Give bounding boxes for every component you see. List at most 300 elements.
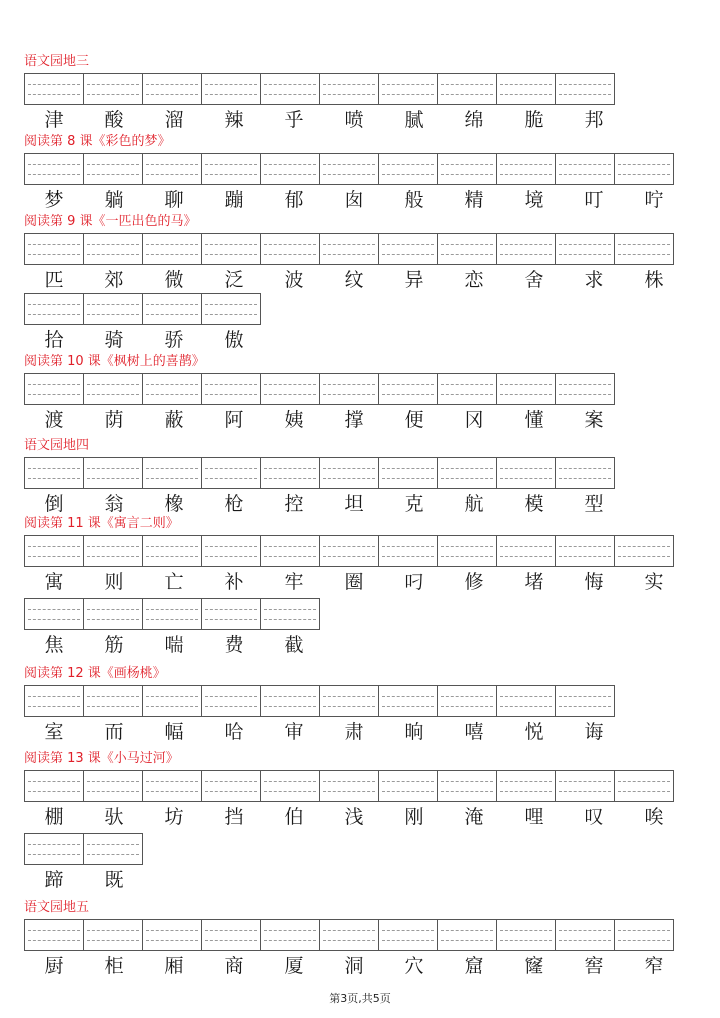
guide-line [205,706,257,707]
guide-line [441,706,493,707]
guide-line [264,930,316,931]
writing-row [24,153,684,214]
character: 恋 [464,269,484,291]
guide-line [264,556,316,557]
character: 蹄 [44,869,64,891]
character: 纹 [344,269,364,291]
guide-line [87,844,139,845]
guide-line [205,696,257,697]
writing-cell[interactable] [24,73,84,105]
writing-cell[interactable] [555,73,615,105]
guide-line [500,930,552,931]
writing-grid [24,919,684,951]
guide-line [382,384,434,385]
guide-line [264,174,316,175]
guide-line [205,84,257,85]
guide-line [28,384,80,385]
guide-line [323,394,375,395]
character: 则 [104,571,124,593]
writing-cell[interactable] [437,373,497,405]
writing-cell[interactable] [614,535,674,567]
guide-line [323,254,375,255]
writing-cell[interactable] [319,73,379,105]
writing-cell[interactable] [83,457,143,489]
guide-line [205,940,257,941]
writing-cell[interactable] [319,233,379,265]
guide-line [441,781,493,782]
writing-cell[interactable] [378,373,438,405]
guide-line [146,478,198,479]
writing-cell[interactable] [496,919,556,951]
guide-line [28,619,80,620]
writing-cell[interactable] [319,770,379,802]
writing-cell[interactable] [319,919,379,951]
character: 刚 [404,806,424,828]
guide-line [264,619,316,620]
writing-cell[interactable] [555,233,615,265]
character: 绵 [464,109,484,131]
writing-cell[interactable] [24,598,84,630]
writing-cell[interactable] [24,457,84,489]
character: 郁 [284,189,304,211]
writing-cell[interactable] [378,457,438,489]
guide-line [28,84,80,85]
writing-cell[interactable] [83,233,143,265]
writing-cell[interactable] [260,770,320,802]
writing-cell[interactable] [260,73,320,105]
guide-line [441,940,493,941]
character: 控 [284,493,304,515]
guide-line [500,791,552,792]
guide-line [146,546,198,547]
writing-cell[interactable] [378,233,438,265]
writing-cell[interactable] [319,153,379,185]
character: 叼 [404,571,424,593]
writing-row [24,919,684,980]
writing-cell[interactable] [201,598,261,630]
writing-cell[interactable] [496,153,556,185]
writing-cell[interactable] [437,919,497,951]
character: 窄 [644,955,664,977]
character: 邦 [584,109,604,131]
guide-line [323,556,375,557]
guide-line [146,304,198,305]
character: 株 [644,269,664,291]
guide-line [28,781,80,782]
character-row [24,952,684,980]
guide-line [323,696,375,697]
writing-cell[interactable] [83,685,143,717]
guide-line [205,244,257,245]
guide-line [264,384,316,385]
writing-cell[interactable] [496,685,556,717]
writing-grid [24,153,684,185]
writing-grid [24,233,684,265]
character: 聊 [164,189,184,211]
character: 圈 [344,571,364,593]
character: 幅 [164,721,184,743]
guide-line [264,781,316,782]
writing-row [24,373,624,434]
guide-line [441,84,493,85]
guide-line [205,384,257,385]
guide-line [28,304,80,305]
guide-line [28,468,80,469]
guide-line [87,94,139,95]
writing-cell[interactable] [260,535,320,567]
writing-cell[interactable] [142,770,202,802]
guide-line [264,164,316,165]
guide-line [441,394,493,395]
writing-cell[interactable] [142,919,202,951]
character: 蹦 [224,189,244,211]
guide-line [500,244,552,245]
writing-cell[interactable] [260,457,320,489]
guide-line [441,556,493,557]
writing-cell[interactable] [614,153,674,185]
writing-cell[interactable] [555,919,615,951]
writing-cell[interactable] [24,153,84,185]
guide-line [205,609,257,610]
guide-line [146,609,198,610]
writing-cell[interactable] [83,373,143,405]
writing-cell[interactable] [319,373,379,405]
guide-line [205,304,257,305]
character: 伯 [284,806,304,828]
writing-grid [24,457,624,489]
writing-cell[interactable] [555,457,615,489]
character-row [24,803,684,831]
guide-line [382,468,434,469]
writing-cell[interactable] [437,685,497,717]
guide-line [500,478,552,479]
guide-line [618,174,670,175]
writing-cell[interactable] [378,919,438,951]
writing-cell[interactable] [437,535,497,567]
writing-cell[interactable] [142,233,202,265]
guide-line [618,546,670,547]
guide-line [559,556,611,557]
writing-cell[interactable] [142,373,202,405]
section-heading: 阅读第 10 课《枫树上的喜鹊》 [24,354,205,369]
character: 荫 [104,409,124,431]
writing-cell[interactable] [83,598,143,630]
writing-cell[interactable] [496,457,556,489]
guide-line [87,791,139,792]
writing-cell[interactable] [24,293,84,325]
guide-line [559,164,611,165]
writing-grid [24,598,324,630]
guide-line [382,174,434,175]
guide-line [441,174,493,175]
guide-line [146,164,198,165]
character: 坊 [164,806,184,828]
character: 般 [404,189,424,211]
writing-cell[interactable] [378,535,438,567]
writing-row [24,598,324,659]
guide-line [205,791,257,792]
writing-cell[interactable] [555,685,615,717]
character: 乎 [284,109,304,131]
writing-cell[interactable] [437,73,497,105]
guide-line [146,94,198,95]
guide-line [323,706,375,707]
character: 模 [524,493,544,515]
guide-line [87,384,139,385]
writing-cell[interactable] [437,233,497,265]
section-heading: 阅读第 13 课《小马过河》 [24,751,179,766]
guide-line [28,930,80,931]
character: 截 [284,634,304,656]
character: 晌 [404,721,424,743]
writing-cell[interactable] [496,770,556,802]
character: 求 [584,269,604,291]
guide-line [146,556,198,557]
guide-line [323,791,375,792]
guide-line [87,164,139,165]
writing-grid [24,73,624,105]
writing-cell[interactable] [614,233,674,265]
writing-cell[interactable] [201,153,261,185]
character: 辣 [224,109,244,131]
writing-cell[interactable] [142,685,202,717]
character: 窿 [524,955,544,977]
writing-cell[interactable] [260,685,320,717]
guide-line [87,394,139,395]
writing-cell[interactable] [260,233,320,265]
character: 诲 [584,721,604,743]
writing-cell[interactable] [437,770,497,802]
guide-line [87,930,139,931]
writing-cell[interactable] [142,535,202,567]
guide-line [382,244,434,245]
writing-cell[interactable] [201,293,261,325]
guide-line [559,696,611,697]
writing-cell[interactable] [260,919,320,951]
section-heading: 阅读第 12 课《画杨桃》 [24,666,166,681]
character: 梦 [44,189,64,211]
guide-line [618,940,670,941]
guide-line [264,468,316,469]
writing-cell[interactable] [142,73,202,105]
guide-line [264,244,316,245]
writing-cell[interactable] [260,373,320,405]
guide-line [87,696,139,697]
character: 便 [404,409,424,431]
guide-line [382,254,434,255]
character: 修 [464,571,484,593]
writing-cell[interactable] [83,535,143,567]
guide-line [205,174,257,175]
writing-cell[interactable] [614,770,674,802]
writing-cell[interactable] [496,373,556,405]
character: 克 [404,493,424,515]
character-row [24,106,624,134]
guide-line [323,478,375,479]
guide-line [264,546,316,547]
character: 肃 [344,721,364,743]
character: 懂 [524,409,544,431]
character: 郊 [104,269,124,291]
character: 喷 [344,109,364,131]
character: 驮 [104,806,124,828]
guide-line [146,619,198,620]
character: 浅 [344,806,364,828]
character: 焦 [44,634,64,656]
writing-cell[interactable] [142,598,202,630]
section-heading: 阅读第 8 课《彩色的梦》 [24,134,171,149]
writing-cell[interactable] [83,919,143,951]
writing-grid [24,373,624,405]
character: 境 [524,189,544,211]
guide-line [264,609,316,610]
character: 堵 [524,571,544,593]
writing-cell[interactable] [437,457,497,489]
writing-row [24,293,264,354]
character: 溜 [164,109,184,131]
writing-cell[interactable] [24,833,84,865]
guide-line [559,384,611,385]
guide-line [264,791,316,792]
writing-cell[interactable] [496,73,556,105]
writing-cell[interactable] [83,833,143,865]
writing-cell[interactable] [378,770,438,802]
writing-cell[interactable] [555,770,615,802]
writing-cell[interactable] [24,685,84,717]
character: 悦 [524,721,544,743]
character: 舍 [524,269,544,291]
writing-cell[interactable] [201,919,261,951]
writing-cell[interactable] [24,233,84,265]
guide-line [500,781,552,782]
guide-line [205,94,257,95]
guide-line [559,84,611,85]
writing-cell[interactable] [260,153,320,185]
guide-line [500,546,552,547]
character: 室 [44,721,64,743]
writing-cell[interactable] [496,535,556,567]
guide-line [146,706,198,707]
guide-line [146,174,198,175]
writing-cell[interactable] [378,153,438,185]
guide-line [205,254,257,255]
character-row [24,718,624,746]
writing-cell[interactable] [201,73,261,105]
guide-line [146,254,198,255]
writing-cell[interactable] [142,457,202,489]
guide-line [559,468,611,469]
character: 案 [584,409,604,431]
writing-cell[interactable] [201,685,261,717]
writing-cell[interactable] [319,535,379,567]
guide-line [146,314,198,315]
guide-line [559,781,611,782]
writing-cell[interactable] [201,535,261,567]
writing-cell[interactable] [201,233,261,265]
guide-line [441,468,493,469]
writing-cell[interactable] [378,685,438,717]
character: 冈 [464,409,484,431]
writing-cell[interactable] [83,770,143,802]
character: 拾 [44,329,64,351]
guide-line [205,781,257,782]
guide-line [559,546,611,547]
guide-line [618,556,670,557]
writing-cell[interactable] [24,535,84,567]
writing-cell[interactable] [83,293,143,325]
character: 补 [224,571,244,593]
writing-cell[interactable] [555,373,615,405]
character: 航 [464,493,484,515]
writing-cell[interactable] [614,919,674,951]
guide-line [618,244,670,245]
writing-cell[interactable] [24,373,84,405]
writing-cell[interactable] [24,770,84,802]
guide-line [264,696,316,697]
writing-cell[interactable] [201,770,261,802]
writing-cell[interactable] [319,457,379,489]
character: 傲 [224,329,244,351]
guide-line [205,556,257,557]
character: 泛 [224,269,244,291]
guide-line [87,478,139,479]
writing-cell[interactable] [437,153,497,185]
writing-cell[interactable] [142,293,202,325]
character: 型 [584,493,604,515]
guide-line [500,706,552,707]
guide-line [28,854,80,855]
writing-cell[interactable] [83,153,143,185]
guide-line [205,164,257,165]
character-row [24,490,624,518]
character: 棚 [44,806,64,828]
character: 脆 [524,109,544,131]
writing-cell[interactable] [201,373,261,405]
character: 叮 [584,189,604,211]
writing-cell[interactable] [260,598,320,630]
guide-line [28,696,80,697]
character: 咛 [644,189,664,211]
writing-cell[interactable] [24,919,84,951]
guide-line [28,254,80,255]
character: 悔 [584,571,604,593]
guide-line [382,478,434,479]
writing-cell[interactable] [319,685,379,717]
writing-cell[interactable] [83,73,143,105]
guide-line [264,940,316,941]
writing-cell[interactable] [555,535,615,567]
writing-cell[interactable] [201,457,261,489]
character: 翁 [104,493,124,515]
writing-cell[interactable] [555,153,615,185]
guide-line [87,174,139,175]
guide-line [87,619,139,620]
guide-line [146,244,198,245]
guide-line [382,696,434,697]
guide-line [500,94,552,95]
guide-line [87,254,139,255]
character: 坦 [344,493,364,515]
character: 津 [44,109,64,131]
writing-cell[interactable] [142,153,202,185]
writing-cell[interactable] [378,73,438,105]
guide-line [559,394,611,395]
writing-cell[interactable] [496,233,556,265]
guide-line [87,244,139,245]
guide-line [559,940,611,941]
guide-line [500,940,552,941]
guide-line [28,394,80,395]
